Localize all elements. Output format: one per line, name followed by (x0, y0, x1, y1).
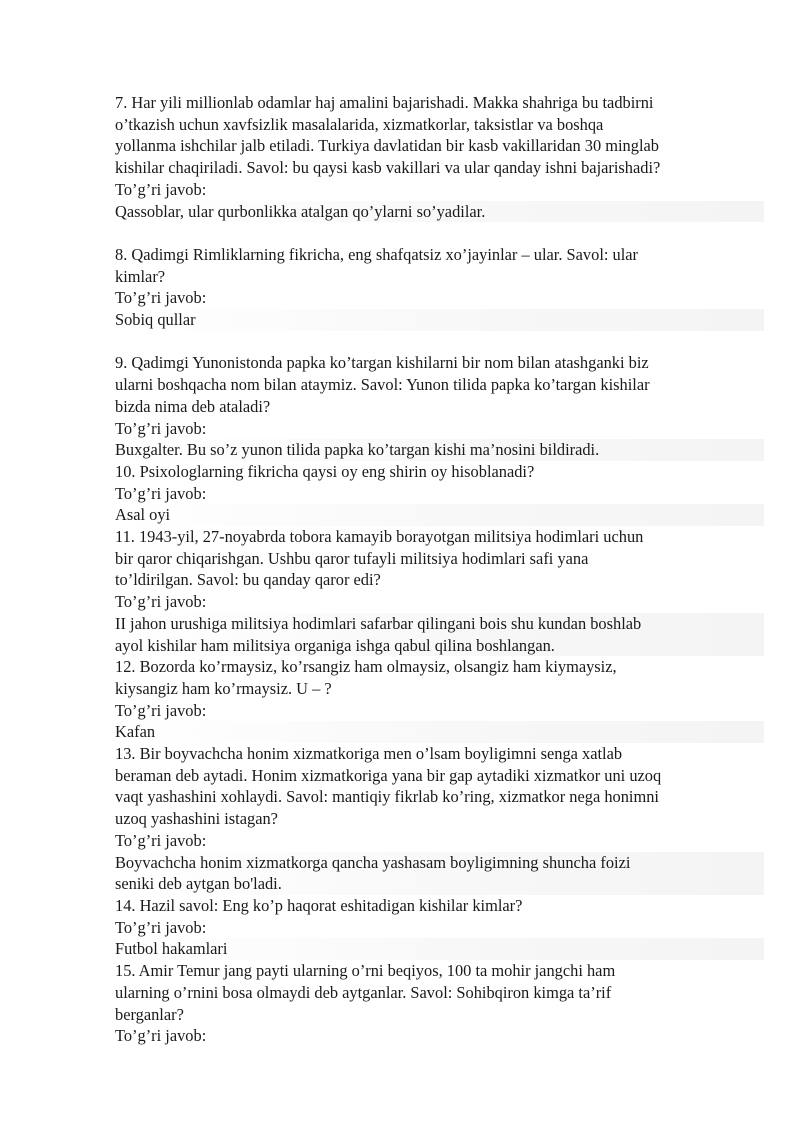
answer-text: Asal oyi (115, 504, 764, 526)
question-line: berganlar? (115, 1004, 184, 1024)
answer-label: To’g’ri javob: (115, 179, 207, 199)
answer-label: To’g’ri javob: (115, 830, 207, 850)
answer-label: To’g’ri javob: (115, 288, 207, 308)
answer-label: To’g’ri javob: (115, 483, 207, 503)
question-line: kiysangiz ham ko’rmaysiz. U – ? (115, 678, 332, 698)
answer-text: seniki deb aytgan bo'ladi. (115, 873, 764, 895)
question-line: 14. Hazil savol: Eng ko’p haqorat eshitadigan kishilar kimlar? (115, 895, 523, 915)
qa-item-14 (115, 895, 746, 960)
question-line: 9. Qadimgi Yunonistonda papka ko’targan kishilarni bir nom bilan atashganki biz (115, 353, 649, 373)
question-line: beraman deb aytadi. Honim xizmatkoriga yana bir gap aytadiki xizmatkor uni uzoq (115, 765, 662, 785)
answer-text: Kafan (115, 721, 764, 743)
answer-label: To’g’ri javob: (115, 418, 207, 438)
qa-item-13 (115, 743, 746, 895)
question-line: kishilar chaqiriladi. Savol: bu qaysi kasb vakillari va ular qanday ishni bajarishadi? (115, 158, 661, 178)
question-line: 8. Qadimgi Rimliklarning fikricha, eng shafqatsiz xo’jayinlar – ular. Savol: ular (115, 244, 639, 264)
question-line: 13. Bir boyvachcha honim xizmatkoriga men o’lsam boyligimni senga xatlab (115, 744, 623, 764)
question-line: bir qaror chiqarishgan. Ushbu qaror tufayli militsiya hodimlari safi yana (115, 548, 589, 568)
answer-text: Qassoblar, ular qurbonlikka atalgan qo’ylarni so’yadilar. (115, 201, 764, 223)
answer-label: To’g’ri javob: (115, 592, 207, 612)
answer-text: II jahon urushiga militsiya hodimlari safarbar qilingani bois shu kundan boshlab (115, 613, 764, 635)
answer-label: To’g’ri javob: (115, 917, 207, 937)
paragraph-gap (115, 222, 746, 244)
question-line: 11. 1943-yil, 27-noyabrda tobora kamayib borayotgan militsiya hodimlari uchun (115, 527, 644, 547)
qa-item-8 (115, 244, 746, 331)
qa-item-15 (115, 960, 746, 1047)
answer-text: Sobiq qullar (115, 309, 764, 331)
qa-item-10 (115, 461, 746, 526)
answer-text: Boyvachcha honim xizmatkorga qancha yashasam boyligimning shuncha foizi (115, 852, 764, 874)
question-line: o’tkazish uchun xavfsizlik masalalarida, xizmatkorlar, taksistlar va boshqa (115, 114, 604, 134)
answer-text: ayol kishilar ham militsiya organiga ishga qabul qilina boshlangan. (115, 635, 764, 657)
answer-text: Futbol hakamlari (115, 938, 764, 960)
paragraph-gap (115, 331, 746, 353)
question-line: vaqt yashashini xohlaydi. Savol: mantiqiy fikrlab ko’ring, xizmatkor nega honimni (115, 787, 659, 807)
question-line: 7. Har yili millionlab odamlar haj amalini bajarishadi. Makka shahriga bu tadbirni (115, 93, 654, 112)
question-line: uzoq yashashini istagan? (115, 809, 278, 829)
question-line: bizda nima deb ataladi? (115, 396, 271, 416)
question-line: kimlar? (115, 266, 166, 286)
question-line: 12. Bozorda ko’rmaysiz, ko’rsangiz ham olmaysiz, olsangiz ham kiymaysiz, (115, 657, 617, 677)
question-line: ularni boshqacha nom bilan ataymiz. Savol: Yunon tilida papka ko’targan kishilar (115, 375, 650, 395)
qa-item-7 (115, 92, 746, 222)
question-line: 10. Psixologlarning fikricha qaysi oy eng shirin oy hisoblanadi? (115, 461, 535, 481)
question-line: to’ldirilgan. Savol: bu qanday qaror edi? (115, 570, 381, 590)
answer-label: To’g’ri javob: (115, 700, 207, 720)
question-line: yollanma ishchilar jalb etiladi. Turkiya davlatidan bir kasb vakillaridan 30 minglab (115, 136, 659, 156)
answer-text: Buxgalter. Bu so’z yunon tilida papka ko’targan kishi ma’nosini bildiradi. (115, 439, 764, 461)
question-line: ularning o’rnini bosa olmaydi deb aytganlar. Savol: Sohibqiron kimga ta’rif (115, 982, 612, 1002)
question-line: 15. Amir Temur jang payti ularning o’rni beqiyos, 100 ta mohir jangchi ham (115, 961, 616, 981)
qa-item-9 (115, 352, 746, 461)
qa-item-11 (115, 526, 746, 656)
answer-label: To’g’ri javob: (115, 1026, 207, 1046)
qa-item-12 (115, 656, 746, 743)
